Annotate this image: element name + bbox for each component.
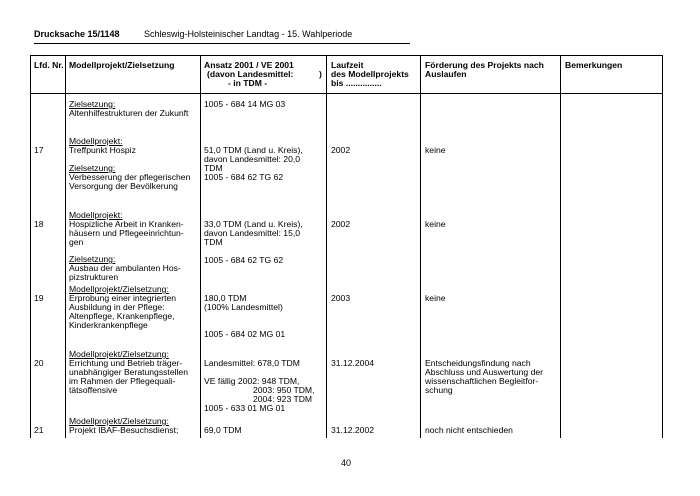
col-header-budget-line: (davon Landesmittel:: [207, 69, 294, 79]
col-header-duration-line: des Modellprojekts: [331, 69, 409, 79]
col-border: [30, 55, 31, 438]
budget-line: 69,0 TDM: [204, 425, 242, 435]
duration: 31.12.2002: [331, 425, 375, 435]
project-goal-label: Modellprojekt/Zielsetzung:: [69, 284, 169, 294]
budget-line: 51,0 TDM (Land u. Kreis),: [204, 145, 303, 155]
col-header-project: Modellprojekt/Zielsetzung: [69, 60, 175, 70]
budget-line: davon Landesmittel: 15,0: [204, 228, 301, 238]
budget-ve-line: VE fällig 2002: 948 TDM,: [204, 376, 300, 386]
table-row-21-project: [69, 417, 178, 435]
col-border: [326, 55, 327, 438]
project-goal-text: Ausbildung in der Pflege:: [69, 302, 165, 312]
table-header-rule: [30, 93, 662, 94]
goal-text: Ausbau der ambulanten Hos-: [69, 263, 181, 273]
row-number: 21: [34, 425, 44, 435]
col-header-budget-line: - in TDM -: [228, 78, 268, 88]
project-text: Treffpunkt Hospiz: [69, 145, 136, 155]
goal-text: Altenhilfestrukturen der Zukunft: [69, 108, 189, 118]
header-rule: [34, 43, 410, 44]
project-label: Modellprojekt:: [69, 136, 123, 146]
project-goal-text: tätsoffensive: [69, 385, 118, 395]
project-goal-label: Modellprojekt/Zielsetzung:: [69, 349, 169, 359]
budget-line: Landesmittel: 678,0 TDM: [204, 358, 300, 368]
row-number: 17: [34, 145, 44, 155]
duration: 2002: [331, 145, 351, 155]
funding: keine: [425, 219, 446, 229]
budget-line: TDM: [204, 163, 223, 173]
project-goal-text: im Rahmen der Pflegequali-: [69, 376, 176, 386]
col-header-duration: [331, 61, 409, 88]
goal-label: Zielsetzung:: [69, 254, 116, 264]
row-number: 20: [34, 358, 44, 368]
col-header-budget-paren: ): [319, 69, 322, 79]
funding: keine: [425, 145, 446, 155]
col-border: [662, 55, 663, 438]
col-border: [420, 55, 421, 438]
col-header-funding: [425, 61, 544, 79]
row-number: 18: [34, 219, 44, 229]
budget-ve-line: 2003: 950 TDM,: [253, 385, 315, 395]
budget-code: 1005 - 684 02 MG 01: [204, 329, 286, 339]
budget-code: 1005 - 633 01 MG 01: [204, 403, 286, 413]
budget-code: 1005 - 684 14 MG 03: [204, 99, 286, 109]
project-goal-text: Erprobung einer integrierten: [69, 293, 177, 303]
doc-number: Drucksache 15/1148: [34, 29, 120, 39]
budget-line: TDM: [204, 237, 223, 247]
duration: 2003: [331, 293, 351, 303]
table-row-19-budget: [204, 294, 283, 312]
funding-line: Entscheidungsfindung nach: [425, 358, 531, 368]
funding-line: Abschluss und Auswertung der: [425, 367, 543, 377]
table-row-17-budget: [204, 146, 303, 182]
project-goal-text: Altenpflege, Krankenpflege,: [69, 311, 175, 321]
col-header-budget: [204, 61, 294, 88]
col-header-funding-line: Auslaufen: [425, 69, 467, 79]
budget-line: 180,0 TDM: [204, 293, 247, 303]
goal-label: Zielsetzung:: [69, 99, 116, 109]
table-row-17-project: [69, 137, 190, 191]
budget-code: 1005 - 684 62 TG 62: [204, 172, 284, 182]
table-row-20-project: [69, 350, 188, 395]
funding-line: schung: [425, 385, 453, 395]
duration: 2002: [331, 219, 351, 229]
col-header-duration-line: bis ...............: [331, 78, 382, 88]
project-goal-text: Kinderkrankenpflege: [69, 320, 148, 330]
project-text: Hospizliche Arbeit in Kranken-: [69, 219, 184, 229]
col-border: [65, 55, 66, 438]
col-border: [200, 55, 201, 438]
project-goal-label: Modellprojekt/Zielsetzung:: [69, 416, 169, 426]
col-header-funding-line: Förderung des Projekts nach: [425, 60, 544, 70]
row-number: 19: [34, 293, 44, 303]
project-goal-text: Projekt IBAF-Besuchsdienst;: [69, 425, 179, 435]
table-row-20-funding: [425, 359, 543, 395]
table-row-19-project: [69, 285, 176, 330]
funding-line: wissenschaftlichen Begleitfor-: [425, 376, 539, 386]
project-goal-text: Errichtung und Betrieb träger-: [69, 358, 183, 368]
col-header-duration-line: Laufzeit: [331, 60, 364, 70]
table-row-20-ve: [204, 377, 314, 413]
table-row-18-project: [69, 211, 184, 282]
col-header-remarks: Bemerkungen: [565, 60, 623, 70]
budget-line: (100% Landesmittel): [204, 302, 283, 312]
table-row-18-budget: [204, 220, 303, 247]
goal-text: Verbesserung der pflegerischen: [69, 172, 191, 182]
page-number: 40: [341, 458, 352, 468]
budget-line: davon Landesmittel: 20,0: [204, 154, 301, 164]
duration: 31.12.2004: [331, 358, 375, 368]
funding: keine: [425, 293, 446, 303]
goal-label: Zielsetzung:: [69, 163, 116, 173]
table-top-rule: [30, 55, 662, 56]
goal-text: pizstrukturen: [69, 272, 119, 282]
budget-line: 33,0 TDM (Land u. Kreis),: [204, 219, 303, 229]
budget-ve-line: 2004: 923 TDM: [253, 394, 313, 404]
project-text: häusern und Pflegeeinrichtun-: [69, 228, 184, 238]
col-header-budget-line: Ansatz 2001 / VE 2001: [204, 60, 294, 70]
budget-code: 1005 - 684 62 TG 62: [204, 255, 284, 265]
project-goal-text: unabhängiger Beratungsstellen: [69, 367, 188, 377]
project-label: Modellprojekt:: [69, 210, 123, 220]
goal-text: Versorgung der Bevölkerung: [69, 181, 178, 191]
funding: noch nicht entschieden: [425, 425, 513, 435]
table-row-continuation: [69, 100, 188, 118]
parliament-title: Schleswig-Holsteinischer Landtag - 15. Wahlperiode: [144, 29, 353, 39]
project-text: gen: [69, 237, 84, 247]
col-border: [560, 55, 561, 438]
col-header-nr: Lfd. Nr.: [34, 60, 64, 70]
